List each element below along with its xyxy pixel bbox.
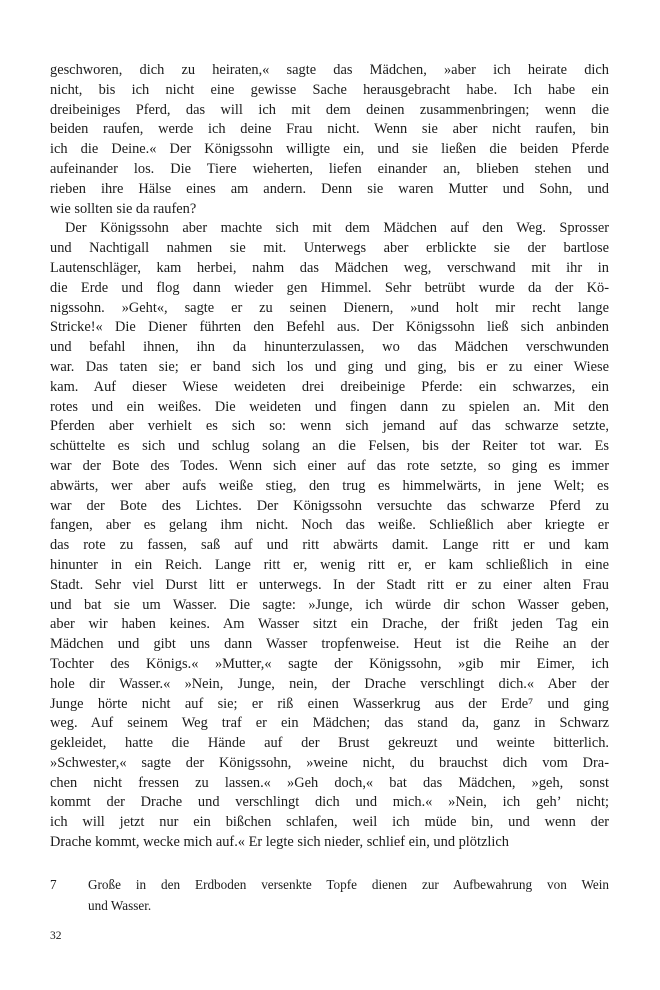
text-line: Lautenschläger, kam herbei, nahm das Mädchen weg, verschwand mit ihr in [50, 259, 609, 276]
text-line: war der Bote des Todes. Wenn sich einer auf das rote setzte, so ging es immer [50, 457, 609, 474]
text-line: »Schwester,« sagte der Königssohn, »weine nicht, du brauchst dich vom Dra- [50, 754, 609, 771]
footnote [50, 875, 609, 916]
footnote-line: Große in den Erdboden versenkte Topfe dienen zur Aufbewahrung von Wein [88, 877, 609, 892]
paragraph [50, 61, 609, 219]
text-line: und befahl ihnen, ihn da hinunterzulassen, wo das Mädchen verschwunden [50, 339, 609, 356]
text-line: dreibeiniges Pferd, das will ich mit dem deinen zusammenbringen; wenn die [50, 101, 609, 118]
text-line: aber wir haben keines. Am Wasser sitzt ein Drache, der frißt jeden Tag ein [50, 616, 609, 633]
footnote-body [88, 875, 609, 916]
text-line: wie sollten sie da raufen? [50, 200, 197, 217]
text-line: Junge hörte nicht auf sie; er riß einen Wasserkrug aus der Erde⁷ und ging [50, 695, 609, 712]
text-line: Der Königssohn aber machte sich mit dem Mädchen auf den Weg. Sprosser [65, 220, 609, 237]
text-line: ich will jetzt nur ein bißchen schlafen, weil ich müde bin, und wenn der [50, 814, 609, 831]
text-line: rotes und ein weißes. Die weideten und fingen dann zu spielen an. Mit den [50, 398, 609, 415]
text-line: Stadt. Sehr viel Durst litt er unterwegs. In der Stadt ritt er zu einer alten Frau [50, 576, 609, 593]
text-line: gekleidet, hatte die Hände auf der Brust gekreuzt und weinte bitterlich. [50, 735, 609, 752]
text-line: schüttelte es sich und schlug solang an die Felsen, bis der Reiter tot war. Es [50, 438, 609, 455]
text-line: Mädchen und gibt uns dann Wasser tropfenweise. Heut ist die Reihe an der [50, 636, 609, 653]
text-line: Pferden aber verhielt es sich so: wenn sich jemand auf das schwarze setzte, [50, 418, 609, 435]
body-text [50, 61, 609, 853]
text-line: weg. Auf seinem Weg traf er ein Mädchen; das stand da, ganz in Schwarz [50, 715, 609, 732]
text-line: chen nicht fressen zu lassen.« »Geh doch,« bat das Mädchen, »geh, sonst [50, 774, 609, 791]
paragraph [50, 219, 609, 853]
text-line: nicht, bis ich nicht eine gewisse Sache herausgebracht habe. Ich habe ein [50, 81, 609, 98]
text-line: und bat sie um Wasser. Die sagte: »Junge, ich würde dir schon Wasser geben, [50, 596, 609, 613]
text-line: das rote zu fassen, saß auf und ritt abwärts damit. Lange ritt er und kam [50, 537, 609, 554]
text-line: beiden raufen, werde ich deine Frau nicht. Wenn sie aber nicht raufen, bin [50, 121, 609, 138]
text-line: abwärts, wer aber aufs weiße stieg, den trug es himmelwärts, in jene Welt; es [50, 477, 609, 494]
text-line: und Nachtigall nahmen sie mit. Unterwegs aber erblickte sie der bartlose [50, 240, 609, 257]
text-line: Tochter des Königs.« »Mutter,« sagte der Königssohn, »gib mir Eimer, ich [50, 655, 609, 672]
text-line: kam. Auf dieser Wiese weideten drei dreibeinige Pferde: ein schwarzes, ein [50, 378, 609, 395]
text-line: kommt der Drache und verschlingt dich und mich.« »Nein, ich geh’ nicht; [50, 794, 609, 811]
footnote-marker: 7 [50, 877, 57, 892]
text-line: fangen, aber es gelang ihm nicht. Noch das weiße. Schließlich aber kriegte er [50, 517, 609, 534]
text-line: hole dir Wasser.« »Nein, Junge, nein, der Drache verschlingt dich.« Aber der [50, 675, 609, 692]
text-line: Stricke!« Die Diener führten den Befehl aus. Der Königssohn ließ sich anbinden [50, 319, 609, 336]
text-line: die Erde und flog dann wieder gen Himmel. Sehr betrübt wurde da der Kö- [50, 279, 609, 296]
text-line: war. Das taten sie; er band sich los und ging und ging, bis er zu einer Wiese [50, 358, 609, 375]
page-number: 32 [50, 930, 62, 942]
text-line: geschworen, dich zu heiraten,« sagte das Mädchen, »aber ich heirate dich [50, 62, 609, 78]
text-line: Drache kommt, wecke mich auf.« Er legte sich nieder, schlief ein, und plötzlich [50, 834, 509, 851]
text-line: aufeinander los. Die Tiere wieherten, liefen einander an, blieben stehen und [50, 160, 609, 177]
text-line: nigssohn. »Geht«, sagte er zu seinen Dienern, »und holt mir recht lange [50, 299, 609, 316]
text-line: war der Bote des Lichtes. Der Königssohn versuchte das schwarze Pferd zu [50, 497, 609, 514]
footnote-line: und Wasser. [88, 897, 152, 913]
text-line: rieben ihre Hälse eines am andern. Denn sie waren Mutter und Sohn, und [50, 180, 609, 197]
text-line: ich die Deine.« Der Königssohn willigte ein, und sie ließen die beiden Pferde [50, 141, 609, 158]
text-line: hinunter in ein Reich. Lange ritt er, wenig ritt er, er kam schließlich in eine [50, 556, 609, 573]
